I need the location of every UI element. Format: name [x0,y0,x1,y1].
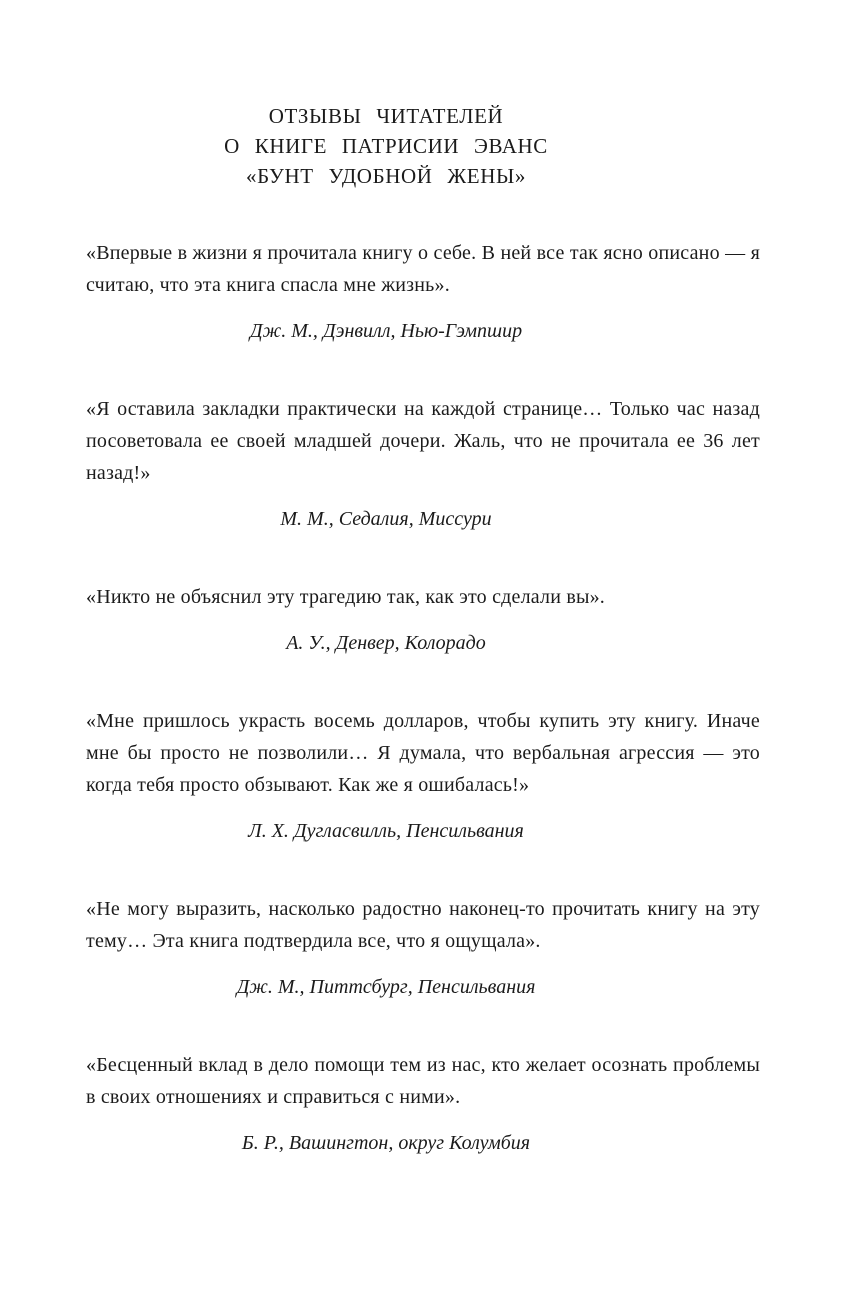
review-text: «Впервые в жизни я прочитала книгу о себе. В ней все так ясно описано — я считаю, что эта книга спасла мне жизнь». [86,242,760,296]
page-title-line-2: О КНИГЕ ПАТРИСИИ ЭВАНС [224,134,548,158]
review-text: «Бесценный вклад в дело помощи тем из нас, кто желает осознать проблемы в своих отношениях и справиться с ними». [86,1054,760,1108]
review-attribution: Б. Р., Вашингтон, округ Колумбия [241,1132,531,1154]
review-text: «Никто не объяснил эту трагедию так, как это сделали вы». [86,586,606,608]
review-item [86,1049,760,1159]
review-text: «Мне пришлось украсть восемь долларов, чтобы купить эту книгу. Иначе мне бы просто не позволили… Я думала, что вербальная агрессия — это когда тебя просто обзывают. Как же я ошибалась!» [86,710,760,796]
review-item [86,581,760,659]
review-attribution: Л. Х. Дугласвилль, Пенсильвания [248,820,524,842]
reviews-list [86,237,760,1159]
review-item [86,893,760,1003]
review-item [86,237,760,347]
review-attribution: Дж. М., Питтсбург, Пенсильвания [236,976,536,998]
review-text: «Не могу выразить, насколько радостно наконец-то прочитать книгу на эту тему… Эта книга подтвердила все, что я ощущала». [86,898,760,952]
review-attribution: А. У., Денвер, Колорадо [286,632,486,654]
page-title-line-1: ОТЗЫВЫ ЧИТАТЕЛЕЙ [268,104,504,128]
page-title [86,101,760,191]
page-title-line-3: «БУНТ УДОБНОЙ ЖЕНЫ» [246,164,526,188]
review-item [86,705,760,847]
review-text: «Я оставила закладки практически на каждой странице… Только час назад посоветовала ее своей младшей дочери. Жаль, что не прочитала ее 36 лет назад!» [86,398,760,484]
review-attribution: М. М., Седалия, Миссури [280,508,492,530]
review-attribution: Дж. М., Дэнвилл, Нью-Гэмпшир [249,320,523,342]
review-item [86,393,760,535]
